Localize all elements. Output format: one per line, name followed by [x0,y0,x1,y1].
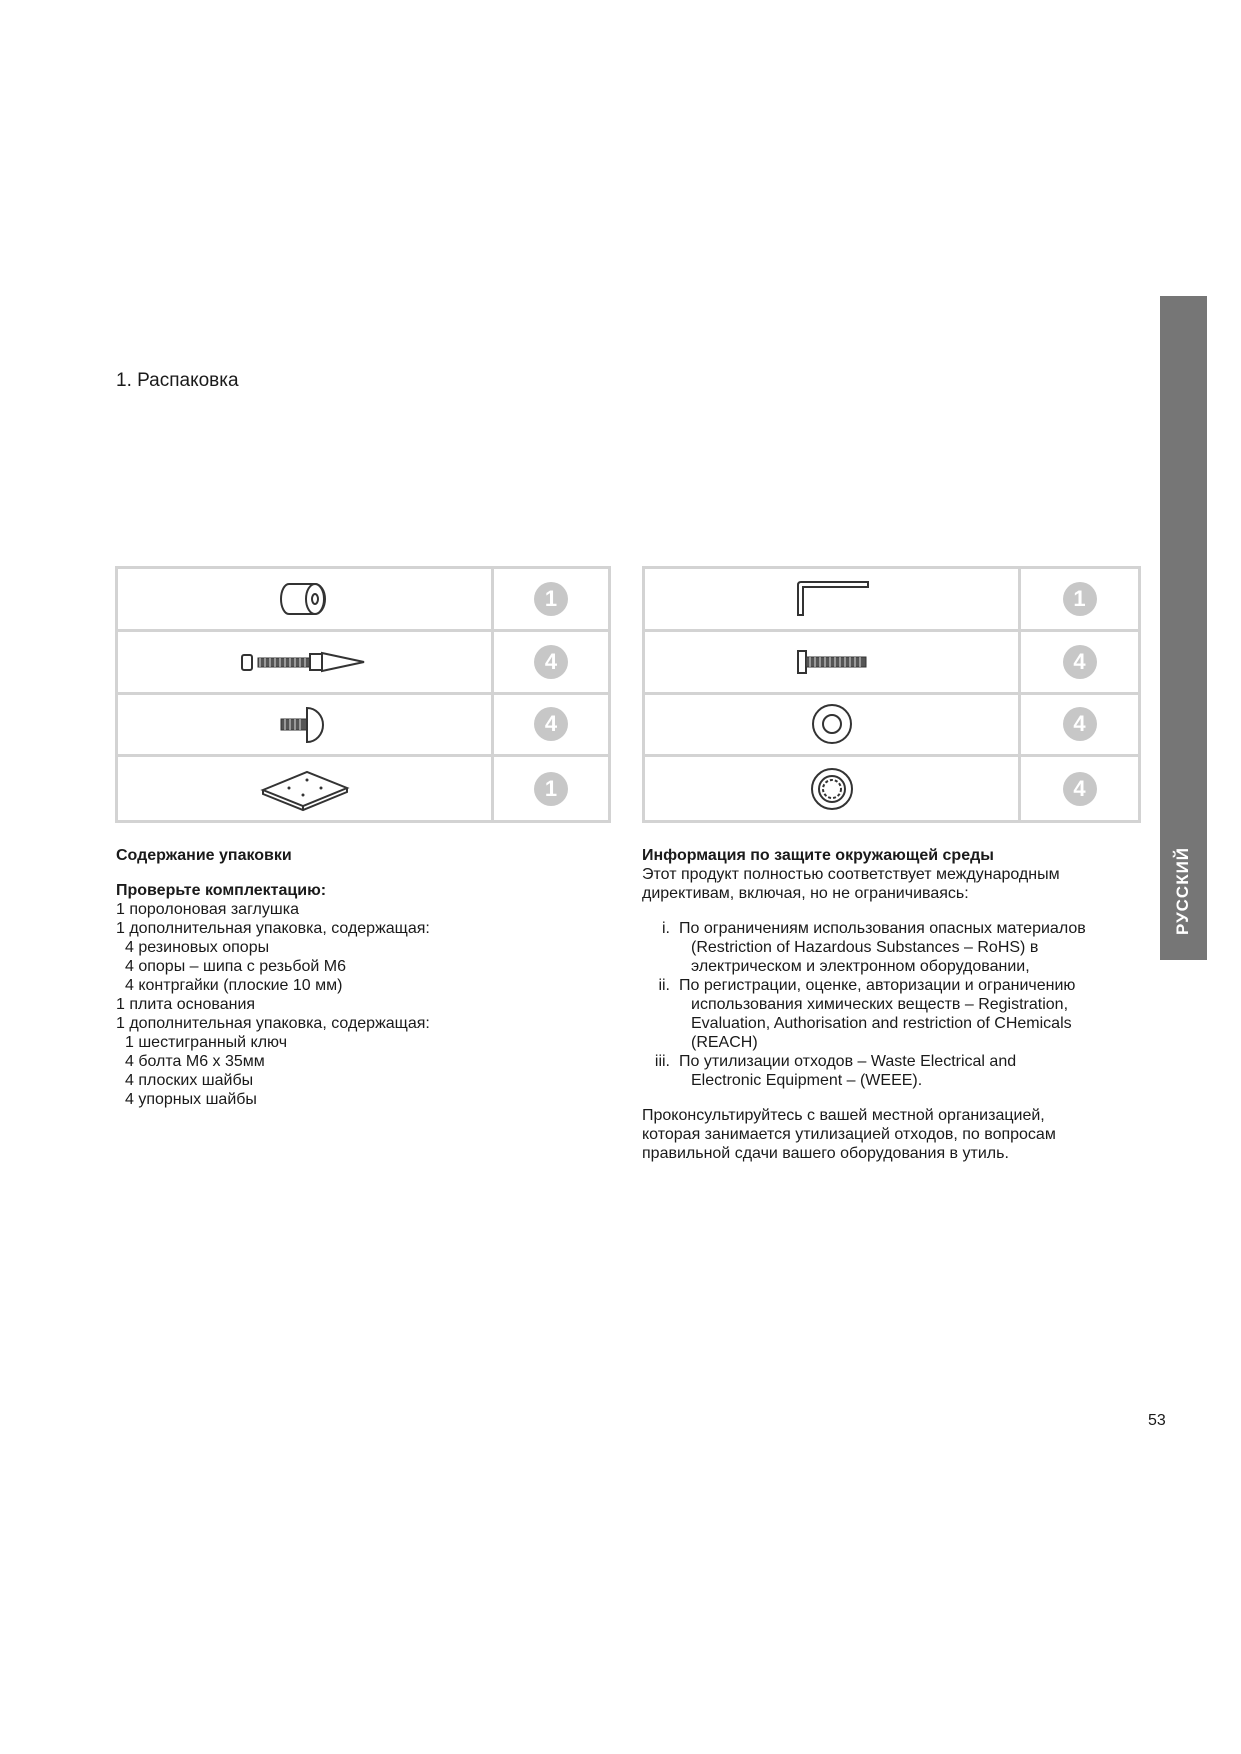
environment-info [642,846,1142,1163]
environment-intro: директивам, включая, но не ограничиваясь: [642,885,969,902]
directive-line: использования химических веществ – Registration, [691,996,1069,1013]
contents-line: 1 поролоновая заглушка [116,901,299,918]
contents-heading: Содержание упаковки [116,847,292,864]
environment-intro: Этот продукт полностью соответствует международным [642,866,1060,883]
hex-key-icon [792,579,872,619]
directive-item [642,919,1142,976]
page-number: 53 [1148,1412,1166,1429]
quantity-badge: 4 [534,707,568,741]
parts-row [645,757,1138,820]
quantity-badge: 4 [1063,707,1097,741]
directive-number: i. [662,920,670,937]
base-plate-icon [255,764,355,814]
directive-item [642,976,1142,1052]
outro-line: Проконсультируйтесь с вашей местной организацией, [642,1107,1045,1124]
language-tab-label: РУССКИЙ [1173,846,1193,936]
contents-line: 4 упорных шайбы [125,1091,257,1108]
contents-line: 1 дополнительная упаковка, содержащая: [116,920,430,937]
parts-table-left [115,566,611,823]
outro-line: правильной сдачи вашего оборудования в утиль. [642,1145,1009,1162]
contents-line: 4 плоских шайбы [125,1072,254,1089]
language-tab [1160,296,1207,960]
contents-line: 4 контргайки (плоские 10 мм) [125,977,343,994]
rubber-foot-icon [275,702,335,747]
directive-line: По регистрации, оценке, авторизации и ограничению [679,977,1076,994]
parts-row [645,569,1138,632]
bolt-icon [792,647,872,677]
contents-line: 1 шестигранный ключ [125,1034,288,1051]
quantity-badge: 1 [1063,582,1097,616]
directive-line: электрическом и электронном оборудовании, [691,958,1030,975]
flat-washer-icon [807,699,857,749]
contents-line: 1 дополнительная упаковка, содержащая: [116,1015,430,1032]
directive-number: iii. [654,1053,670,1070]
quantity-badge: 4 [534,645,568,679]
directive-line: Evaluation, Authorisation and restriction of CHemicals [691,1015,1072,1032]
directive-line: Electronic Equipment – (WEEE). [691,1072,923,1089]
parts-row [118,632,608,695]
directive-line: (Restriction of Hazardous Substances – RoHS) в [691,939,1039,956]
contents-line: 4 резиновых опоры [125,939,270,956]
contents-line: 1 плита основания [116,996,256,1013]
parts-table-right [642,566,1141,823]
quantity-badge: 1 [534,772,568,806]
directive-line: По ограничениям использования опасных материалов [679,920,1086,937]
check-heading: Проверьте комплектацию: [116,882,327,899]
directive-line: (REACH) [691,1034,758,1051]
lock-washer-icon [807,764,857,814]
parts-row [118,757,608,820]
parts-row [118,569,608,632]
environment-heading: Информация по защите окружающей среды [642,847,994,864]
outro-line: которая занимается утилизацией отходов, по вопросам [642,1126,1056,1143]
directive-number: ii. [658,977,670,994]
parts-row [645,695,1138,758]
section-title: 1. Распаковка [116,370,239,391]
parts-row [645,632,1138,695]
contents-line: 4 опоры – шипа с резьбой М6 [125,958,347,975]
directive-item [642,1052,1142,1090]
quantity-badge: 4 [1063,645,1097,679]
contents-line: 4 болта М6 x 35мм [125,1053,265,1070]
quantity-badge: 4 [1063,772,1097,806]
package-contents [116,846,596,1109]
directive-line: По утилизации отходов – Waste Electrical and [679,1053,1017,1070]
parts-row [118,695,608,758]
quantity-badge: 1 [534,582,568,616]
spike-foot-icon [240,647,370,677]
foam-plug-icon [275,576,335,621]
